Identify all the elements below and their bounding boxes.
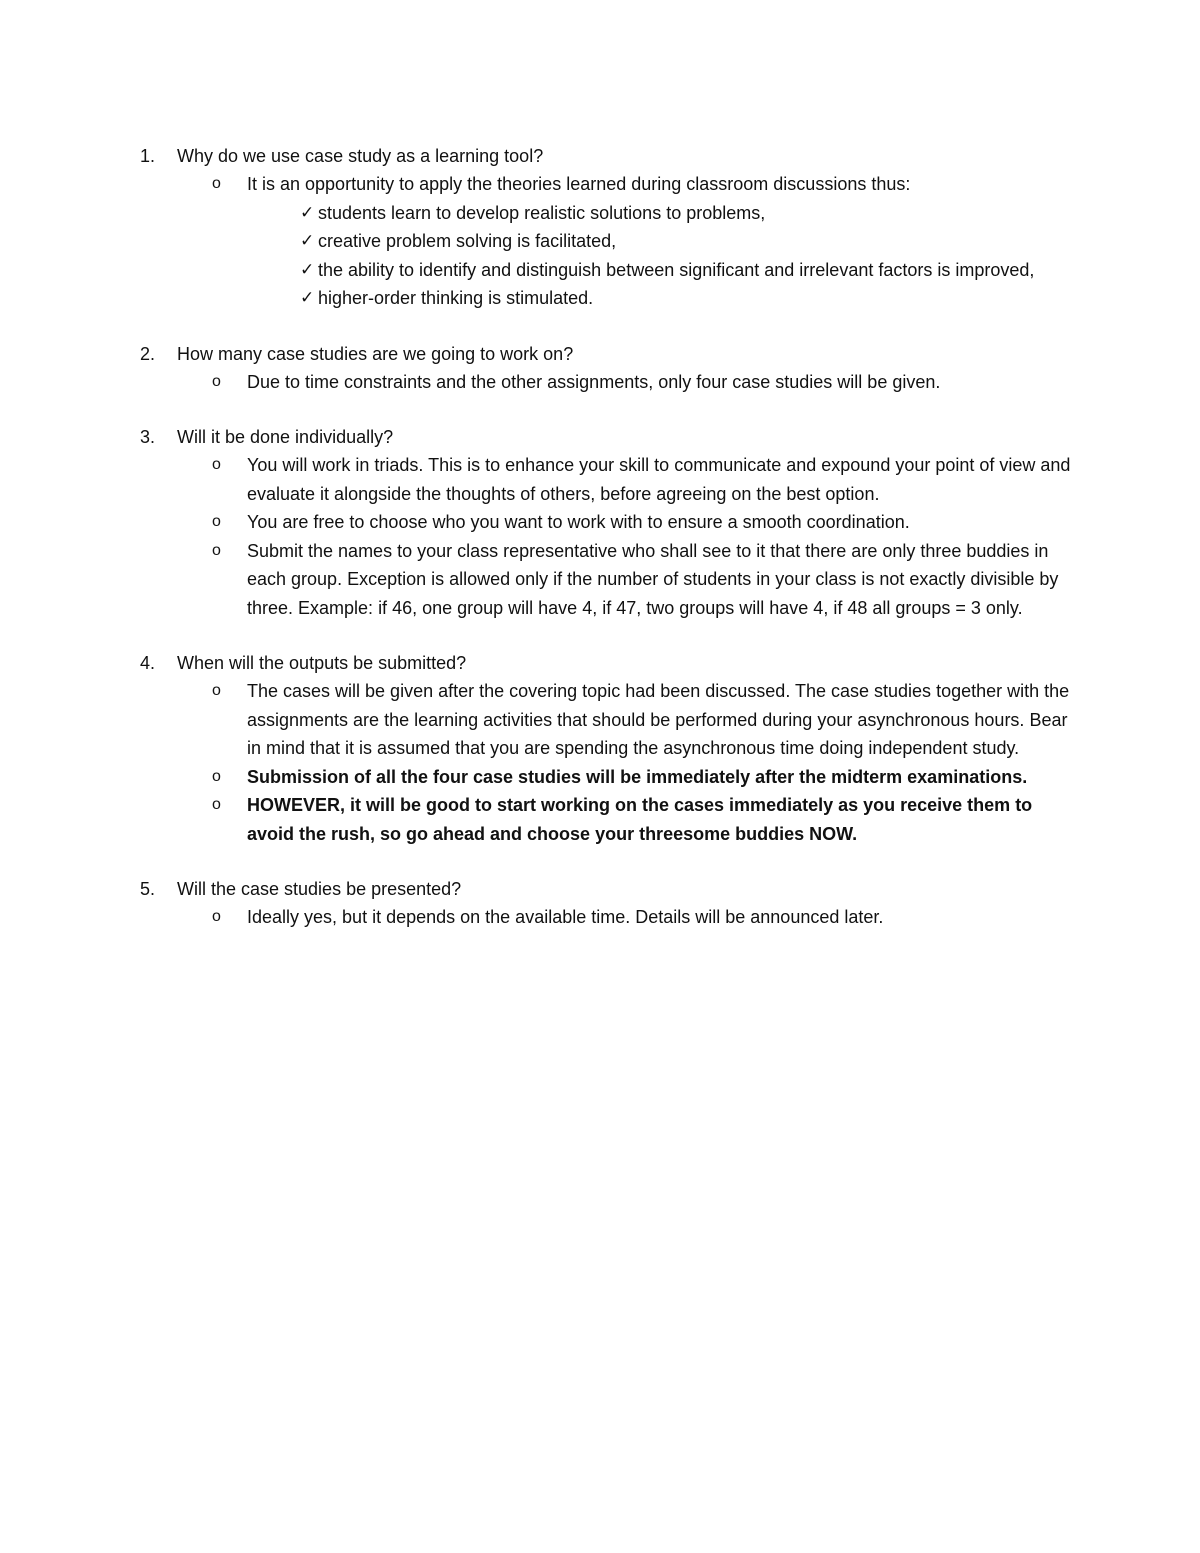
question-heading (140, 875, 1080, 903)
answer-item-emphasized (140, 763, 1080, 792)
answer-list (140, 903, 1080, 932)
answer-item (140, 537, 1080, 623)
answer-list (140, 368, 1080, 397)
question-text: Will the case studies be presented? (177, 879, 462, 899)
circle-bullet-icon: o (212, 456, 221, 473)
answer-item (140, 677, 1080, 763)
answer-text: HOWEVER, it will be good to start working on the cases immediately as you receive them to avoid the rush, so go ahead and choose your threesome buddies NOW. (247, 795, 1033, 844)
answer-text: Ideally yes, but it depends on the available time. Details will be announced later. (247, 907, 884, 927)
answer-item (140, 508, 1080, 537)
question-heading (140, 649, 1080, 677)
benefit-checklist (140, 199, 1080, 313)
checklist-item (140, 227, 1080, 256)
question-heading (140, 340, 1080, 368)
answer-text: The cases will be given after the covering topic had been discussed. The case studies together with the assignments are the learning activities that should be performed during your asynchronous hours. Bear in mind that it is assumed that you are spending the asynchronous time doing independent study. (247, 681, 1070, 758)
circle-bullet-icon: o (212, 682, 221, 699)
answer-item (140, 368, 1080, 397)
question-text: When will the outputs be submitted? (177, 653, 467, 673)
circle-bullet-icon: o (212, 513, 221, 530)
checkmark-icon: ✓ (300, 202, 315, 222)
question-number: 3. (140, 427, 156, 447)
checklist-item (140, 284, 1080, 313)
checklist-text: higher-order thinking is stimulated. (318, 288, 594, 308)
question-heading (140, 423, 1080, 451)
answer-list (140, 451, 1080, 622)
answer-list (140, 677, 1080, 848)
question-text: Why do we use case study as a learning tool? (177, 146, 544, 166)
question-text: How many case studies are we going to work on? (177, 343, 574, 364)
answer-item (140, 903, 1080, 932)
circle-bullet-icon: o (212, 175, 221, 192)
question-text: Will it be done individually? (177, 427, 394, 447)
answer-text: You are free to choose who you want to work with to ensure a smooth coordination. (247, 512, 910, 532)
checkmark-icon: ✓ (300, 259, 315, 279)
checklist-text: creative problem solving is facilitated, (318, 231, 617, 251)
question-number: 5. (140, 879, 156, 899)
checklist-item (140, 256, 1080, 285)
question-number: 4. (140, 653, 156, 673)
checklist-text: students learn to develop realistic solutions to problems, (318, 202, 766, 223)
answer-text: Submit the names to your class representative who shall see to it that there are only three buddies in each group. Exception is allowed only if the number of students in your class is not exactly divisible by three. Example: if 46, one group will have 4, if 47, two groups will have 4, if 48 all groups = 3 only. (247, 540, 1059, 618)
answer-text: Submission of all the four case studies will be immediately after the midterm examinations. (247, 766, 1028, 787)
answer-list (140, 170, 1080, 199)
circle-bullet-icon: o (212, 541, 221, 559)
answer-item-emphasized (140, 791, 1080, 848)
circle-bullet-icon: o (212, 767, 221, 785)
question-item (140, 649, 1080, 848)
answer-item (140, 170, 1080, 199)
circle-bullet-icon: o (212, 796, 221, 813)
question-heading (140, 142, 1080, 170)
question-number: 1. (140, 146, 156, 166)
question-item (140, 340, 1080, 397)
answer-text: It is an opportunity to apply the theories learned during classroom discussions thus: (247, 174, 911, 194)
question-item (140, 142, 1080, 313)
answer-text: Due to time constraints and the other assignments, only four case studies will be given. (247, 371, 941, 392)
question-item (140, 423, 1080, 622)
checklist-text: the ability to identify and distinguish between significant and irrelevant factors is improved, (318, 259, 1035, 280)
checklist-item (140, 199, 1080, 228)
answer-text: You will work in triads. This is to enhance your skill to communicate and expound your point of view and evaluate it alongside the thoughts of others, before agreeing on the best option. (247, 455, 1071, 504)
circle-bullet-icon: o (212, 908, 221, 925)
checkmark-icon: ✓ (300, 231, 315, 250)
checkmark-icon: ✓ (300, 288, 315, 307)
question-number: 2. (140, 343, 156, 364)
faq-list (140, 142, 1080, 959)
question-item (140, 875, 1080, 932)
circle-bullet-icon: o (212, 372, 221, 390)
answer-item (140, 451, 1080, 508)
